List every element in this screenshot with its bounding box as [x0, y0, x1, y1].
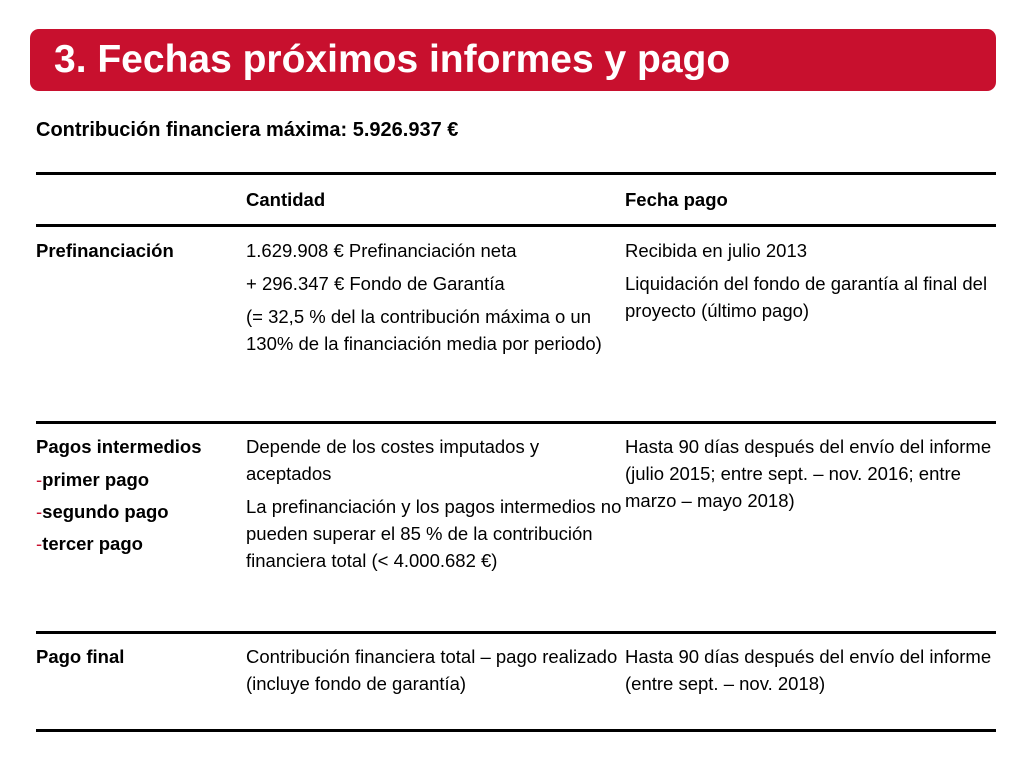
header-cell-empty	[36, 174, 246, 226]
cantidad-cell	[246, 423, 625, 633]
dash-bullet: -	[36, 501, 43, 522]
slide-title: 3. Fechas próximos informes y pago	[54, 38, 731, 81]
fecha-line: Hasta 90 días después del envío del informe (julio 2015; entre sept. – nov. 2016; entre marzo – mayo 2018)	[625, 436, 992, 511]
fecha-cell	[625, 226, 996, 423]
table-header-row	[36, 174, 996, 226]
header-cell-fecha-pago: Fecha pago	[625, 174, 996, 226]
cantidad-line: Depende de los costes imputados y aceptados	[246, 436, 540, 484]
cantidad-line: Contribución financiera total – pago realizado (incluye fondo de garantía)	[246, 646, 618, 694]
cantidad-line: + 296.347 € Fondo de Garantía	[246, 273, 505, 294]
table-row-pagos-intermedios	[36, 423, 996, 633]
fecha-cell	[625, 423, 996, 633]
dash-bullet: -	[36, 533, 43, 554]
cantidad-line: La prefinanciación y los pagos intermedios no pueden superar el 85 % de la contribución financiera total (< 4.000.682 €)	[246, 496, 622, 571]
cantidad-line: (= 32,5 % del la contribución máxima o un 130% de la financiación media por periodo)	[246, 306, 602, 354]
list-item	[36, 498, 246, 525]
list-item	[36, 466, 246, 493]
row-label-cell	[36, 423, 246, 633]
table-row-pago-final	[36, 633, 996, 731]
fecha-line: Liquidación del fondo de garantía al final del proyecto (último pago)	[625, 273, 988, 321]
list-item-label: tercer pago	[42, 533, 143, 554]
list-item-label: primer pago	[42, 469, 150, 490]
cantidad-cell	[246, 226, 625, 423]
cantidad-line: 1.629.908 € Prefinanciación neta	[246, 240, 517, 261]
payment-schedule-table	[36, 172, 996, 732]
title-bar	[30, 29, 996, 91]
max-contribution-subtitle: Contribución financiera máxima: 5.926.937 €	[36, 119, 459, 141]
fecha-cell	[625, 633, 996, 731]
fecha-line: Recibida en julio 2013	[625, 240, 808, 261]
row-label: Pago final	[36, 633, 246, 731]
fecha-line: Hasta 90 días después del envío del informe (entre sept. – nov. 2018)	[625, 646, 992, 694]
header-cell-cantidad: Cantidad	[246, 174, 625, 226]
cantidad-cell	[246, 633, 625, 731]
row-label: Prefinanciación	[36, 226, 246, 423]
table-row-prefinanciacion	[36, 226, 996, 423]
list-item-label: segundo pago	[42, 501, 169, 522]
dash-bullet: -	[36, 469, 43, 490]
row-label: Pagos intermedios	[36, 436, 202, 457]
list-item	[36, 530, 246, 557]
